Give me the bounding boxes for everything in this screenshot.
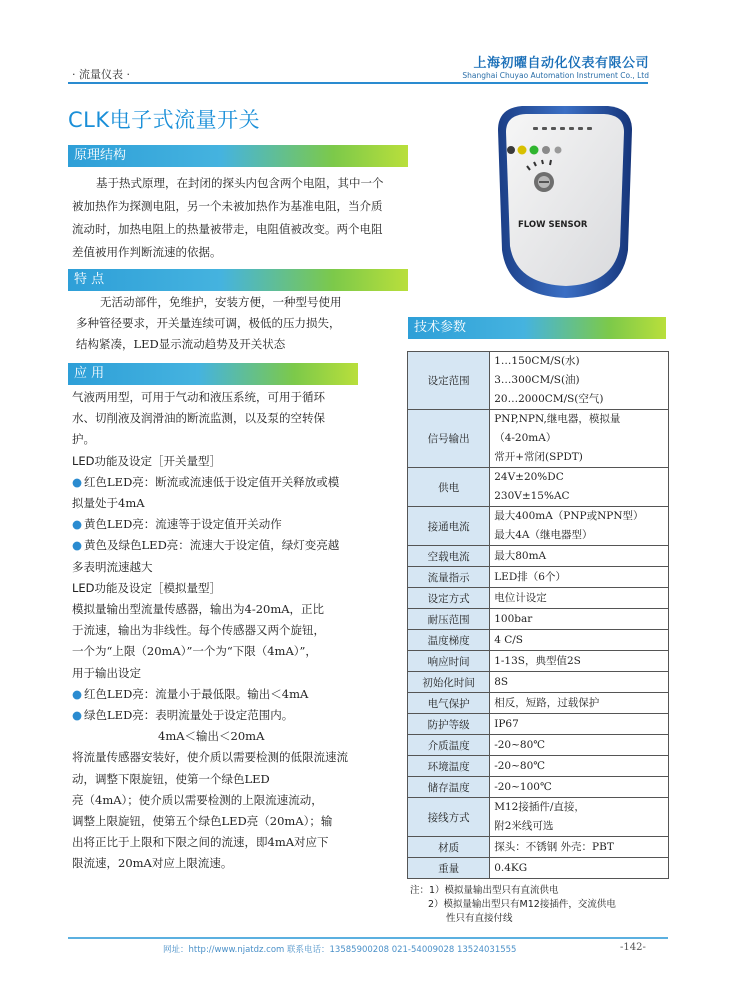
spec-row	[408, 735, 669, 756]
features-text: 无活动部件，免维护，安装方便，一种型号使用 多种管径要求，开关量连续可调，极低的压力损失， 结构紧凑，LED显示流动趋势及开关状态	[76, 295, 342, 351]
spec-value-line: PNP,NPN,继电器，模拟量	[494, 413, 621, 425]
spec-row	[408, 588, 669, 609]
spec-key: 设定范围	[408, 352, 490, 410]
spec-key: 供电	[408, 468, 490, 507]
spec-row	[408, 630, 669, 651]
spec-row	[408, 672, 669, 693]
spec-key: 温度梯度	[408, 630, 490, 651]
spec-value-line: 230V±15%AC	[494, 490, 570, 502]
spec-value-line: 20…2000CM/S(空气)	[494, 393, 604, 405]
section-heading-specs: 技术参数	[408, 317, 666, 339]
spec-value-line: IP67	[494, 717, 519, 730]
device-label: FLOW SENSOR	[518, 220, 588, 230]
spec-value	[490, 693, 669, 714]
spec-row	[408, 858, 669, 879]
spec-key: 防护等级	[408, 714, 490, 735]
company-name-en: Shanghai Chuyao Automation Instrument Co., Ltd	[462, 71, 649, 80]
company-brand	[462, 52, 649, 80]
spec-value	[490, 735, 669, 756]
spec-value	[490, 546, 669, 567]
spec-value	[490, 672, 669, 693]
spec-row	[408, 693, 669, 714]
spec-row	[408, 714, 669, 735]
bullet-icon: ●	[72, 517, 83, 532]
spec-value-line: -20~80℃	[494, 738, 546, 751]
spec-value-line: 探头：不锈钢 外壳：PBT	[494, 840, 614, 853]
spec-value	[490, 756, 669, 777]
page-title: CLK电子式流量开关	[68, 108, 261, 132]
spec-value-line: -20~100℃	[494, 780, 552, 793]
spec-value-line: 24V±20%DC	[494, 471, 564, 483]
company-name-cn: 上海初曜自动化仪表有限公司	[473, 56, 649, 71]
spec-value-line: 4 C/S	[494, 633, 523, 646]
spec-key: 材质	[408, 837, 490, 858]
spec-value-line: 1-13S，典型值2S	[494, 654, 581, 667]
spec-value	[490, 567, 669, 588]
spec-row	[408, 798, 669, 837]
spec-value-line: （4-20mA）	[494, 432, 557, 444]
spec-value	[490, 468, 669, 507]
spec-key: 重量	[408, 858, 490, 879]
bullet-icon: ●	[72, 538, 83, 553]
spec-value-line: 100bar	[494, 612, 533, 625]
spec-value-line: 相反，短路，过载保护	[494, 696, 600, 709]
spec-row	[408, 546, 669, 567]
spec-value	[490, 837, 669, 858]
section-heading-application: 应 用	[68, 363, 358, 385]
spec-value	[490, 858, 669, 879]
spec-table	[407, 351, 669, 879]
spec-value	[490, 410, 669, 468]
spec-value	[490, 777, 669, 798]
bullet-icon: ●	[72, 708, 83, 723]
spec-key: 流量指示	[408, 567, 490, 588]
spec-value	[490, 630, 669, 651]
spec-value	[490, 609, 669, 630]
flow-sensor-image	[478, 100, 650, 302]
spec-key: 信号输出	[408, 410, 490, 468]
spec-key: 接通电流	[408, 507, 490, 546]
spec-value	[490, 507, 669, 546]
spec-key: 电气保护	[408, 693, 490, 714]
spec-row	[408, 651, 669, 672]
spec-key: 响应时间	[408, 651, 490, 672]
spec-value	[490, 588, 669, 609]
spec-value	[490, 798, 669, 837]
bullet-icon: ●	[72, 474, 83, 489]
spec-value-line: 最大80mA	[494, 549, 547, 562]
section-heading-principle: 原理结构	[68, 145, 408, 167]
bullet-icon: ●	[72, 686, 83, 701]
spec-value-line: LED排（6个）	[494, 570, 566, 583]
spec-value-line: 附2米线可选	[494, 820, 554, 832]
spec-value-line: 0.4KG	[494, 861, 528, 874]
spec-value-line: 常开+常闭(SPDT)	[494, 451, 583, 463]
spec-value-line: 电位计设定	[494, 591, 547, 604]
spec-key: 环境温度	[408, 756, 490, 777]
spec-value-line: 1…150CM/S(水)	[494, 355, 580, 367]
header-divider	[68, 82, 648, 84]
spec-row	[408, 352, 669, 410]
spec-value-line: 3…300CM/S(油)	[494, 374, 580, 386]
spec-value-line: 8S	[494, 675, 509, 688]
spec-key: 设定方式	[408, 588, 490, 609]
spec-key: 初始化时间	[408, 672, 490, 693]
spec-row	[408, 507, 669, 546]
spec-value	[490, 714, 669, 735]
spec-value	[490, 352, 669, 410]
footer-divider	[68, 937, 668, 939]
section-heading-features: 特 点	[68, 269, 408, 291]
spec-row	[408, 410, 669, 468]
spec-row	[408, 609, 669, 630]
spec-row	[408, 468, 669, 507]
category-label: · 流量仪表 ·	[72, 68, 130, 81]
spec-key: 储存温度	[408, 777, 490, 798]
spec-row	[408, 837, 669, 858]
spec-key: 耐压范围	[408, 609, 490, 630]
footer-contact: 网址：http://www.njatdz.com 联系电话：13585900208 021-54009028 13524031555	[163, 945, 517, 955]
spec-key: 接线方式	[408, 798, 490, 837]
spec-value-line: -20~80℃	[494, 759, 546, 772]
spec-row	[408, 756, 669, 777]
application-text: 气液两用型，可用于气动和液压系统，可用于循环 水、切削液及润滑油的断流监测，以及泵的空转保 护。 LED功能及设定［开关量型］ ● 红色LED亮：断流或流速低于设定值开关释放或模 拟量处于4mA ● 黄色LED亮：流速等于设定值开关动作 ● 黄色及绿色LED亮：流速大于设定值，绿灯变亮越 多表明流速越大 LED功能及设定［模拟量型］ 模拟量输出型流量传感器，输出为4-20mA，正比 于流速，输出为非线性。每个传感器又两个旋钮， 一个为“上限（20mA）”一个为“下限（4mA）”， 用于输出设定 ● 红色LED亮：流量小于最低限。输出＜4mA ● 绿色LED亮：表明流量处于设定范围内。 4mA＜输出＜20mA 将流量传感器安装好，使介质以需要检测的低限流速流 动，调整下限旋钮，使第一个绿色LED 亮（4mA）；使介质以需要检测的上限流速流动， 调整上限旋钮，使第五个绿色LED亮（20mA）；输 出将正比于上限和下限之间的流速，即4mA对应下 限流速，20mA对应上限流速。	[72, 390, 348, 871]
spec-notes: 注：1）模拟量输出型只有直流供电 2）模拟量输出型只有M12接插件，交流供电 性只有直接付线	[410, 885, 616, 924]
spec-key: 空载电流	[408, 546, 490, 567]
spec-key: 介质温度	[408, 735, 490, 756]
spec-value-line: M12接插件/直接，	[494, 801, 585, 813]
principle-text: 基于热式原理，在封闭的探头内包含两个电阻，其中一个 被加热作为探测电阻，另一个未被加热作为基准电阻，当介质 流动时，加热电阻上的热量被带走，电阻值被改变。两个电阻 差值被用作判断流速的依据。	[72, 176, 384, 259]
spec-value-line: 最大400mA（PNP或NPN型）	[494, 510, 644, 522]
spec-row	[408, 777, 669, 798]
page-number: -142-	[620, 942, 646, 953]
spec-row	[408, 567, 669, 588]
spec-value	[490, 651, 669, 672]
spec-value-line: 最大4A（继电器型）	[494, 529, 593, 541]
